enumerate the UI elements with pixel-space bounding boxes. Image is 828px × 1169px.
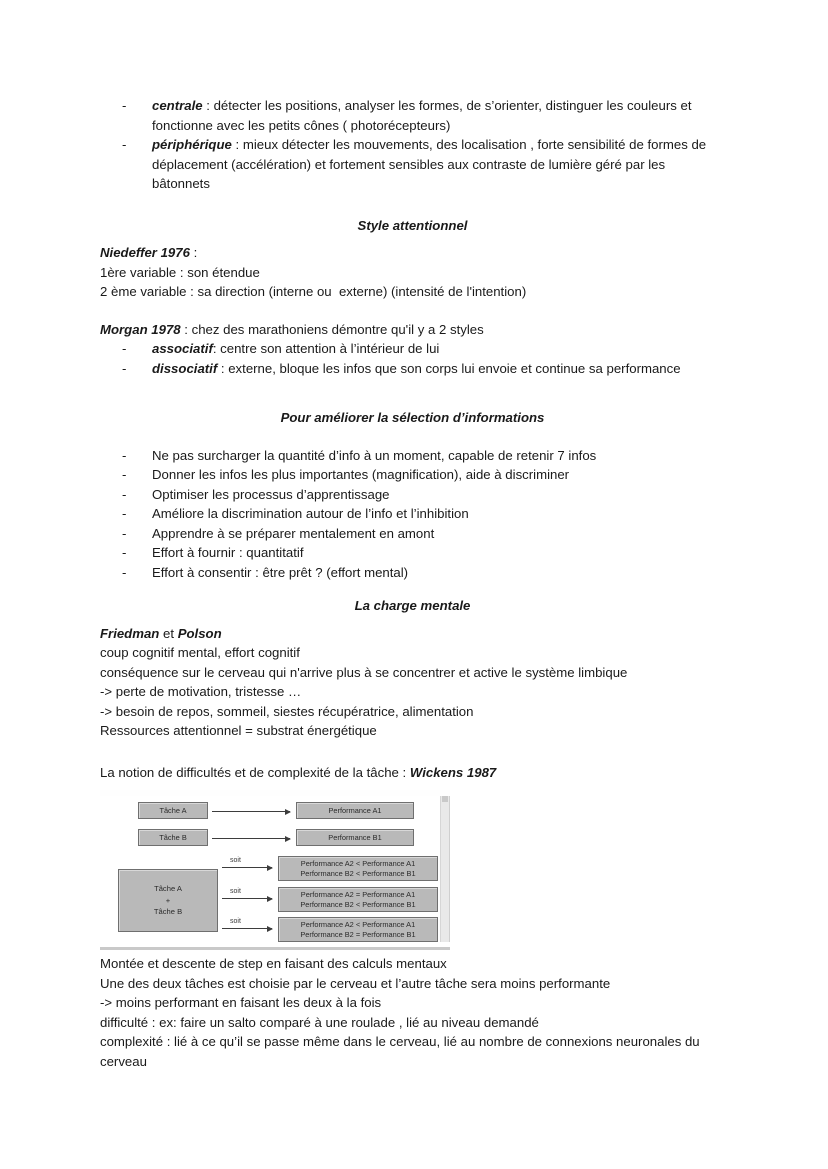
list-item bbox=[100, 135, 725, 194]
list-item bbox=[100, 563, 725, 583]
author-joiner: et bbox=[159, 625, 178, 641]
bullet-text: : détecter les positions, analyser les formes, de s’orienter, distinguer les couleurs et fonctionne avec les petits cônes ( photorécepteurs) bbox=[152, 98, 692, 133]
arrow-tache-a-to-perf-a1 bbox=[212, 811, 290, 812]
author-name-polson: Polson bbox=[177, 625, 222, 641]
bullet-text: Ne pas surcharger la quantité d’info à un moment, capable de retenir 7 infos bbox=[152, 447, 597, 463]
node-tache-b bbox=[138, 829, 208, 846]
soit-label-2: soit bbox=[230, 888, 241, 895]
section-heading-charge-mentale: La charge mentale bbox=[354, 598, 471, 613]
list-item bbox=[100, 96, 725, 135]
node-outcome-3 bbox=[278, 917, 438, 942]
bullet-term: périphérique bbox=[152, 137, 232, 152]
bullet-marker: - bbox=[122, 506, 127, 521]
bullet-marker: - bbox=[122, 341, 127, 356]
charge-line-5: Ressources attentionnel = substrat énergétique bbox=[100, 723, 377, 738]
morgan-bullet-list bbox=[100, 339, 725, 378]
list-item bbox=[100, 485, 725, 505]
selection-bullet-list bbox=[100, 446, 725, 583]
bullet-marker: - bbox=[122, 467, 127, 482]
node-outcome-2 bbox=[278, 887, 438, 912]
conclusion-line-1: Montée et descente de step en faisant des calculs mentaux bbox=[100, 956, 447, 971]
node-label: Tâche B bbox=[159, 832, 187, 842]
arrow-soit-2 bbox=[222, 898, 272, 899]
bullet-marker: - bbox=[122, 545, 127, 560]
soit-label-1: soit bbox=[230, 857, 241, 864]
outcome-line-2: Performance B2 = Performance B1 bbox=[300, 929, 416, 939]
node-label-plus: + bbox=[165, 895, 171, 905]
author-name-wickens: Wickens 1987 bbox=[409, 764, 497, 780]
list-item bbox=[100, 504, 725, 524]
morgan-line bbox=[100, 320, 725, 340]
conclusion-line-5: complexité : lié à ce qu’il se passe même dans le cerveau, lié au nombre de connexions neuronales du cerveau bbox=[100, 1034, 704, 1069]
bullet-marker: - bbox=[122, 98, 127, 113]
bullet-text: Améliore la discrimination autour de l’info et l’inhibition bbox=[152, 506, 469, 521]
conclusion-line-2: Une des deux tâches est choisie par le cerveau et l’autre tâche sera moins performante bbox=[100, 975, 611, 991]
node-performance-b1 bbox=[296, 829, 414, 846]
wickens-line bbox=[100, 763, 725, 783]
author-name: Niedeffer 1976 bbox=[100, 245, 190, 260]
bullet-text: Effort à consentir : être prêt ? (effort mental) bbox=[152, 564, 409, 580]
document-content bbox=[100, 96, 725, 1071]
author-name: Morgan 1978 bbox=[100, 321, 181, 337]
arrow-soit-3 bbox=[222, 928, 272, 929]
niedeffer-author-line bbox=[100, 243, 725, 263]
outcome-line-1: Performance A2 < Performance A1 bbox=[300, 919, 416, 929]
list-item bbox=[100, 446, 725, 466]
bullet-term: associatif bbox=[152, 341, 213, 356]
charge-line-1: coup cognitif mental, effort cognitif bbox=[100, 645, 300, 660]
wickens-diagram-figure bbox=[100, 790, 450, 946]
conclusion-line-3: -> moins performant en faisant les deux à la fois bbox=[100, 995, 382, 1010]
node-label: Performance A1 bbox=[328, 805, 382, 815]
bullet-text: Optimiser les processus d’apprentissage bbox=[152, 486, 390, 502]
node-performance-a1 bbox=[296, 802, 414, 819]
soit-label-3: soit bbox=[230, 918, 241, 925]
section-heading-style-attentionnel: Style attentionnel bbox=[357, 217, 468, 233]
arrow-tache-b-to-perf-b1 bbox=[212, 838, 290, 839]
bullet-marker: - bbox=[122, 486, 127, 502]
bullet-text: : centre son attention à l’intérieur de lui bbox=[212, 341, 440, 356]
node-label-line-3: Tâche B bbox=[153, 907, 183, 917]
bullet-marker: - bbox=[122, 447, 127, 463]
diagram-bottom-rule bbox=[100, 947, 450, 950]
outcome-line-1: Performance A2 < Performance A1 bbox=[300, 858, 416, 868]
diagram-canvas bbox=[100, 796, 450, 946]
author-name-friedman: Friedman bbox=[100, 625, 160, 641]
node-label: Performance B1 bbox=[328, 832, 382, 842]
bullet-marker: - bbox=[122, 564, 127, 580]
niedeffer-variable-2: 2 ème variable : sa direction (interne ou externe) (intensité de l'intention) bbox=[100, 284, 527, 299]
bullet-text: : externe, bloque les infos que son corps lui envoie et continue sa performance bbox=[217, 360, 681, 376]
conclusion-line-4: difficulté : ex: faire un salto comparé à une roulade , lié au niveau demandé bbox=[100, 1014, 539, 1030]
bullet-marker: - bbox=[122, 360, 127, 376]
friedman-polson-line bbox=[100, 624, 725, 644]
charge-line-3: -> perte de motivation, tristesse … bbox=[100, 684, 302, 699]
node-outcome-1 bbox=[278, 856, 438, 881]
node-tache-a-plus-tache-b bbox=[118, 869, 218, 932]
bullet-term: centrale bbox=[152, 98, 203, 113]
vision-bullet-list bbox=[100, 96, 725, 194]
morgan-text: : chez des marathoniens démontre qu'il y a 2 styles bbox=[180, 321, 484, 337]
arrow-soit-1 bbox=[222, 867, 272, 868]
bullet-text: Effort à fournir : quantitatif bbox=[152, 545, 304, 560]
charge-line-4: -> besoin de repos, sommeil, siestes récupératrice, alimentation bbox=[100, 703, 474, 719]
bullet-text: Donner les infos les plus importantes (magnification), aide à discriminer bbox=[152, 467, 570, 482]
node-tache-a bbox=[138, 802, 208, 819]
outcome-line-2: Performance B2 < Performance B1 bbox=[300, 899, 416, 909]
bullet-text: Apprendre à se préparer mentalement en amont bbox=[152, 525, 435, 541]
niedeffer-variable-1: 1ère variable : son étendue bbox=[100, 264, 260, 280]
bullet-text: : mieux détecter les mouvements, des localisation , forte sensibilité de formes de déplacement (accélération) et fortement sensibles aux contraste de lumière géré par les bâtonnets bbox=[152, 137, 707, 191]
charge-line-2: conséquence sur le cerveau qui n'arrive plus à se concentrer et active le système limbique bbox=[100, 664, 628, 680]
bullet-term: dissociatif bbox=[152, 360, 218, 376]
list-item bbox=[100, 524, 725, 544]
list-item bbox=[100, 543, 725, 563]
section-heading-selection: Pour améliorer la sélection d’informations bbox=[280, 410, 545, 425]
list-item bbox=[100, 359, 725, 379]
node-label-line-1: Tâche A bbox=[154, 884, 182, 894]
diagram-scrollbar[interactable] bbox=[440, 796, 450, 942]
author-suffix: : bbox=[189, 245, 198, 260]
list-item bbox=[100, 465, 725, 485]
wickens-prefix: La notion de difficultés et de complexité de la tâche : bbox=[100, 764, 410, 780]
bullet-marker: - bbox=[122, 525, 127, 541]
bullet-marker: - bbox=[122, 137, 127, 152]
outcome-line-1: Performance A2 = Performance A1 bbox=[300, 889, 416, 899]
list-item bbox=[100, 339, 725, 359]
outcome-line-2: Performance B2 < Performance B1 bbox=[300, 868, 416, 878]
node-label: Tâche A bbox=[159, 805, 187, 815]
